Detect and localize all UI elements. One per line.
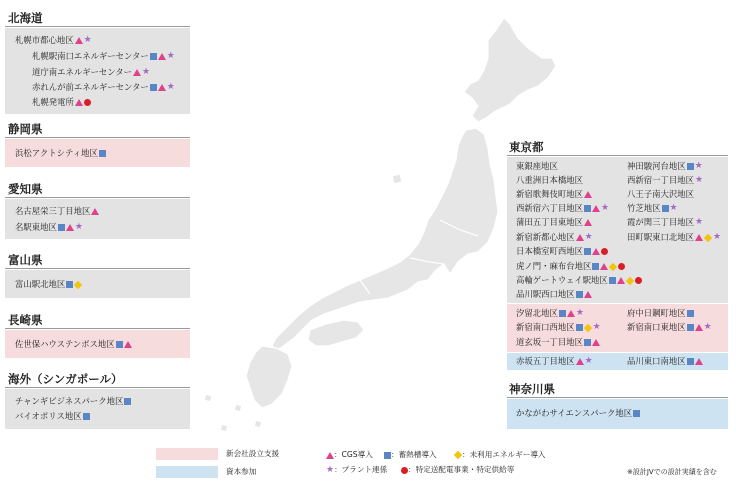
map-honshu <box>272 128 498 350</box>
list-item: 新宿南口西地区 ★ <box>516 322 601 332</box>
star-icon: ★ <box>575 308 584 318</box>
star-icon: ★ <box>601 203 610 213</box>
legend-plant: ★：プラント連係 <box>326 464 388 475</box>
star-icon: ★ <box>166 51 175 61</box>
list-item: 蒲田五丁目東地区 <box>516 217 592 228</box>
diamond-icon <box>609 262 617 270</box>
list-item: 赤れんが前エネルギーセンター ★ <box>32 82 175 92</box>
aichi-box <box>5 199 190 239</box>
region-title-nagasaki: 長崎県 <box>8 313 43 327</box>
list-item: 神田駿河台地区 ★ <box>627 161 703 171</box>
triangle-icon <box>695 358 703 365</box>
legend-cgs: ：CGS導入 <box>325 450 373 460</box>
region-title-toyama: 富山県 <box>8 253 43 267</box>
region-title-kanagawa: 神奈川県 <box>509 382 555 396</box>
triangle-icon <box>695 234 703 241</box>
list-item: 浜松アクトシティ地区 <box>15 148 106 159</box>
map-shikoku <box>308 320 364 346</box>
star-icon: ★ <box>166 82 175 92</box>
list-item: 竹芝地区 ★ <box>627 203 678 213</box>
list-item: 日本橋室町西地区 <box>516 246 608 257</box>
divider <box>5 197 190 198</box>
triangle-icon <box>584 191 592 198</box>
square-icon <box>687 358 694 365</box>
star-icon: ★ <box>694 161 703 171</box>
map-kyushu <box>246 346 292 408</box>
list-item: 新宿歌舞伎町地区 <box>516 189 592 200</box>
square-icon <box>592 263 599 270</box>
square-icon <box>584 248 591 255</box>
list-item: 新宿新都心地区 ★ <box>516 232 593 242</box>
square-icon <box>687 163 694 170</box>
square-icon <box>609 277 616 284</box>
list-item: 八王子南大沢地区 <box>627 189 694 199</box>
diamond-icon <box>626 276 634 284</box>
map-hokkaido <box>464 18 556 122</box>
square-icon <box>687 310 694 317</box>
legend-pink-swatch <box>156 448 218 460</box>
legend-blue-label: 資本参加 <box>226 467 257 476</box>
list-item: 西新宿一丁目地区★ <box>627 175 704 185</box>
red-dot-icon <box>635 277 642 284</box>
list-item: 道庁南エネルギーセンター ★ <box>32 67 151 77</box>
list-item: 田町駅東口北地区 ★ <box>627 232 722 242</box>
list-item: 品川東口南地区 <box>627 356 703 367</box>
square-icon <box>66 281 73 288</box>
triangle-icon <box>158 53 166 60</box>
square-icon <box>576 324 583 331</box>
diamond-icon <box>583 323 591 331</box>
list-item: 道玄坂一丁目地区 <box>516 337 600 348</box>
list-item: かながわサイエンスパーク地区 <box>516 408 640 419</box>
star-icon: ★ <box>74 222 83 232</box>
square-icon <box>58 224 65 231</box>
list-item: 新宿南口東地区 ★ <box>627 322 712 332</box>
region-title-hokkaido: 北海道 <box>8 11 43 25</box>
list-item: 府中日鋼町地区 <box>627 308 694 319</box>
legend-note: ※設計JVでの設計実績を含む <box>627 468 717 476</box>
triangle-icon <box>576 358 584 365</box>
triangle-icon <box>600 263 608 270</box>
divider <box>5 268 190 269</box>
legend-storage: ：蓄熱槽導入 <box>383 450 437 460</box>
region-title-tokyo: 東京都 <box>509 140 544 154</box>
list-item: 西新宿六丁目地区 ★ <box>516 203 610 213</box>
star-icon: ★ <box>669 203 678 213</box>
red-dot-icon <box>84 99 91 106</box>
square-icon <box>559 310 566 317</box>
triangle-icon <box>567 310 575 317</box>
triangle-icon <box>158 84 166 91</box>
list-item: 八重洲日本橋地区 <box>516 175 583 185</box>
list-item: 名古屋栄三丁目地区 <box>15 206 99 217</box>
triangle-icon <box>576 234 584 241</box>
triangle-icon <box>617 277 625 284</box>
red-dot-icon <box>401 467 408 474</box>
list-item: チャンギビジネスパーク地区 <box>15 396 131 407</box>
list-item: 虎ノ門・麻布台地区 <box>516 261 625 272</box>
triangle-icon <box>326 452 334 459</box>
star-icon: ★ <box>695 217 704 227</box>
square-icon <box>99 150 106 157</box>
region-title-aichi: 愛知県 <box>8 182 43 196</box>
triangle-icon <box>66 224 74 231</box>
square-icon <box>384 452 391 459</box>
square-icon <box>150 84 157 91</box>
list-item: 汐留北地区 ★ <box>516 308 584 318</box>
triangle-icon <box>75 37 83 44</box>
square-icon <box>83 413 90 420</box>
list-item: 佐世保ハウステンボス地区 <box>15 339 132 350</box>
triangle-icon <box>592 339 600 346</box>
diamond-icon <box>74 280 82 288</box>
triangle-icon <box>592 248 600 255</box>
legend-power-supply: ：特定送配電事業・特定供給等 <box>400 465 514 475</box>
star-icon: ★ <box>326 464 335 475</box>
triangle-icon <box>133 69 141 76</box>
square-icon <box>116 341 123 348</box>
star-icon: ★ <box>695 175 704 185</box>
red-dot-icon <box>601 248 608 255</box>
overseas-box <box>5 389 190 429</box>
square-icon <box>687 324 694 331</box>
list-item: 霞が関三丁目地区★ <box>627 217 704 227</box>
divider <box>507 397 728 398</box>
list-item: 札幌発電所 <box>32 97 91 108</box>
list-item: 札幌駅南口エネルギーセンター ★ <box>32 51 175 61</box>
square-icon <box>150 53 157 60</box>
region-title-shizuoka: 静岡県 <box>8 122 43 136</box>
list-item: 富山駅北地区 <box>15 279 82 290</box>
legend-unused-energy: ：未利用エネルギー導入 <box>453 450 546 460</box>
star-icon: ★ <box>584 232 593 242</box>
star-icon: ★ <box>584 356 593 366</box>
list-item: 高輪ゲートウェイ駅地区 <box>516 275 642 286</box>
diamond-icon <box>454 451 462 459</box>
square-icon <box>124 398 131 405</box>
diamond-icon <box>704 233 712 241</box>
divider <box>5 26 190 27</box>
divider <box>507 155 728 156</box>
triangle-icon <box>592 205 600 212</box>
star-icon: ★ <box>592 322 601 332</box>
square-icon <box>584 339 591 346</box>
list-item: 東銀座地区 <box>516 161 558 171</box>
star-icon: ★ <box>713 232 722 242</box>
triangle-icon <box>584 291 592 298</box>
star-icon: ★ <box>83 35 92 45</box>
list-item: 札幌市都心地区 ★ <box>15 35 92 45</box>
star-icon: ★ <box>703 322 712 332</box>
list-item: 赤坂五丁目地区 ★ <box>516 356 593 366</box>
list-item: バイオポリス地区 <box>15 411 90 422</box>
star-icon: ★ <box>142 67 151 77</box>
list-item: 名駅東地区 ★ <box>15 222 83 232</box>
square-icon <box>576 291 583 298</box>
region-title-overseas: 海外（シンガポール） <box>8 372 123 386</box>
divider <box>5 328 190 329</box>
square-icon <box>662 205 669 212</box>
legend-blue-swatch <box>156 466 218 478</box>
square-icon <box>633 410 640 417</box>
square-icon <box>584 205 591 212</box>
red-dot-icon <box>618 263 625 270</box>
divider <box>5 387 190 388</box>
list-item: 品川駅西口地区 <box>516 289 592 300</box>
divider <box>5 137 190 138</box>
legend-pink-label: 新会社設立支援 <box>226 449 280 458</box>
triangle-icon <box>124 341 132 348</box>
triangle-icon <box>91 208 99 215</box>
triangle-icon <box>584 219 592 226</box>
triangle-icon <box>75 99 83 106</box>
triangle-icon <box>695 324 703 331</box>
